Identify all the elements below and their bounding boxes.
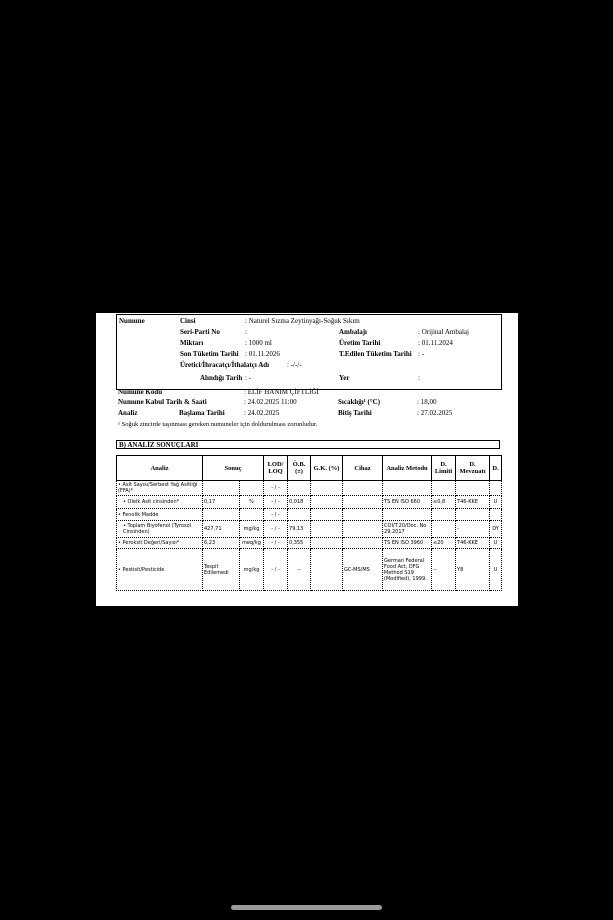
cell-ob: 0,355 (288, 538, 311, 549)
header-ob: Ö.B. (±) (288, 456, 311, 481)
cell-lod: - / - (264, 509, 288, 521)
cell-analiz: • Pestisit/Pesticide (117, 549, 203, 591)
value-uretim: : 01.11.2024 (418, 339, 453, 347)
cell-birim: % (240, 496, 264, 509)
cell-cihaz (343, 509, 383, 521)
cell-analiz: • Asit Sayısı/Serbest Yağ Asitliği (FFA)* (117, 481, 203, 496)
cell-ob (288, 509, 311, 521)
cell-gk (311, 509, 343, 521)
cell-cihaz (343, 481, 383, 496)
cell-limit (432, 521, 456, 538)
label-numune-kodu: Numune Kodu (118, 388, 163, 396)
value-ambalaj: : Orijinal Ambalaj (418, 328, 469, 336)
label-ambalaj: Ambalajı (339, 328, 367, 336)
cell-mevzuat (456, 509, 490, 521)
cell-d (490, 481, 502, 496)
cell-d: DY (490, 521, 502, 538)
cell-mevzuat: T46-KKE (456, 496, 490, 509)
cell-limit: -- (432, 549, 456, 591)
label-cinsi: Cinsi (180, 317, 196, 325)
value-uretici: : -/-/- (287, 361, 302, 369)
table-row (117, 496, 502, 509)
cell-metod: TS EN ISO 3960 (383, 538, 432, 549)
cell-sonuc: 6,23 (203, 538, 240, 549)
cell-birim: meq/kg (240, 538, 264, 549)
cell-gk (311, 496, 343, 509)
label-t-edilen: T.Edilen Tüketim Tarihi (339, 350, 412, 358)
value-alindigi-tarih: : - (245, 374, 252, 382)
value-baslama: : 24.02.2025 (244, 409, 280, 417)
cell-analiz: • Peroksit Değeri/Sayısı* (117, 538, 203, 549)
header-lod-loq: LOD/ LOQ (264, 456, 288, 481)
top-black-area (96, 0, 518, 313)
cell-lod: - / - (264, 549, 288, 591)
table-header-row (117, 456, 502, 481)
sample-heading: Numune (119, 317, 145, 325)
cell-sonuc: Tespit Edilemedi (203, 549, 240, 591)
label-uretici: Üretici/İhracatçı/İthalatçı Adı (180, 361, 270, 369)
analysis-results-table (116, 455, 502, 591)
header-sonuc: Sonuç (203, 456, 264, 481)
cell-lod: - / - (264, 521, 288, 538)
cell-mevzuat: Y8 (456, 549, 490, 591)
cell-sonuc: 0,17 (203, 496, 240, 509)
cell-cihaz (343, 521, 383, 538)
cell-mevzuat: - (456, 521, 490, 538)
label-seri-parti: Seri-Parti No (180, 328, 220, 336)
cell-lod: - / - (264, 496, 288, 509)
cell-limit: ≤0,8 (432, 496, 456, 509)
table-row (117, 509, 502, 521)
table-row (117, 481, 502, 496)
header-analiz-metodu: Analiz Metodu (383, 456, 432, 481)
home-indicator-bar[interactable] (231, 905, 382, 910)
cell-ob: 79,13 (288, 521, 311, 538)
table-row (117, 549, 502, 591)
value-miktar: : 1000 ml (245, 339, 272, 347)
sample-info-box (116, 314, 502, 390)
cell-sonuc: 427,71 (203, 521, 240, 538)
cell-gk (311, 521, 343, 538)
cell-metod: TS EN ISO 660 (383, 496, 432, 509)
cell-lod: - / - (264, 538, 288, 549)
cell-gk (311, 481, 343, 496)
cell-limit: ≤20 (432, 538, 456, 549)
cold-chain-footnote: ¹ Soğuk zincirde taşınması gereken numuneler için doldurulması zorunludur. (118, 421, 318, 428)
cell-d: U (490, 496, 502, 509)
label-son-tuketim: Son Tüketim Tarihi (180, 350, 239, 358)
value-numune-kodu: : ELİF HANIM ÇİFTLİĞİ (244, 388, 319, 396)
cell-lod: - / - (264, 481, 288, 496)
cell-mevzuat: T46-KKE (456, 538, 490, 549)
value-seri-parti: : (245, 328, 247, 336)
label-miktar: Miktarı (180, 339, 204, 347)
cell-analiz: • Oleik Asit cinsinden* (117, 496, 203, 509)
cell-birim: mg/kg (240, 549, 264, 591)
cell-d (490, 509, 502, 521)
label-sicaklik: Sıcaklığı¹ (°C) (338, 398, 381, 406)
cell-cihaz: GC-MS/MS (343, 549, 383, 591)
label-alindigi-tarih: Alındığı Tarih (200, 374, 243, 382)
bottom-black-area (96, 606, 518, 920)
header-gk: G.K. (%) (311, 456, 343, 481)
header-cihaz: Cihaz (343, 456, 383, 481)
cell-birim (240, 509, 264, 521)
cell-mevzuat (456, 481, 490, 496)
label-analiz: Analiz (118, 409, 138, 417)
header-d-limiti: D. Limiti (432, 456, 456, 481)
value-kabul-tarih: : 24.02.2025 11:00 (244, 398, 297, 406)
table-row (117, 521, 502, 538)
cell-metod (383, 509, 432, 521)
cell-d: U (490, 538, 502, 549)
table-row (117, 538, 502, 549)
cell-ob: 0,018 (288, 496, 311, 509)
cell-analiz: • Toplam Biyofenol (Tyrosol Cinsinden) (117, 521, 203, 538)
header-d: D. (490, 456, 502, 481)
cell-metod: German Federal Food Act, DFG Method S19 (Modified), 1999. (383, 549, 432, 591)
cell-metod (383, 481, 432, 496)
cell-ob (288, 481, 311, 496)
value-sicaklik: : 18,00 (417, 398, 437, 406)
section-b-title: B) ANALİZ SONUÇLARI (116, 440, 500, 449)
label-kabul-tarih: Numune Kabul Tarih & Saati (118, 398, 207, 406)
cell-sonuc (203, 509, 240, 521)
value-cinsi: : Naturel Sızma Zeytinyağı-Soğuk Sıkım (245, 317, 360, 325)
cell-birim: mg/kg (240, 521, 264, 538)
cell-limit (432, 509, 456, 521)
label-bitis: Bitiş Tarihi (338, 409, 372, 417)
value-t-edilen: : - (418, 350, 425, 358)
cell-sonuc (203, 481, 240, 496)
label-yer: Yer (339, 374, 350, 382)
header-analiz: Analiz (117, 456, 203, 481)
cell-analiz: • Fenolik Madde (117, 509, 203, 521)
label-baslama: Başlama Tarihi (179, 409, 225, 417)
label-uretim: Üretim Tarihi (339, 339, 381, 347)
document-viewer (96, 0, 518, 920)
cell-gk (311, 549, 343, 591)
value-son-tuketim: : 01.11.2026 (245, 350, 280, 358)
cell-cihaz (343, 496, 383, 509)
cell-d: U (490, 549, 502, 591)
value-bitis: : 27.02.2025 (417, 409, 453, 417)
cell-ob: -- (288, 549, 311, 591)
cell-metod: COI/T.20/Doc. No 29.2017 (383, 521, 432, 538)
cell-cihaz (343, 538, 383, 549)
cell-birim (240, 481, 264, 496)
value-yer: : (418, 374, 420, 382)
cell-gk (311, 538, 343, 549)
report-page (96, 313, 518, 606)
cell-limit (432, 481, 456, 496)
header-d-mevzuati: D. Mevzuatı (456, 456, 490, 481)
